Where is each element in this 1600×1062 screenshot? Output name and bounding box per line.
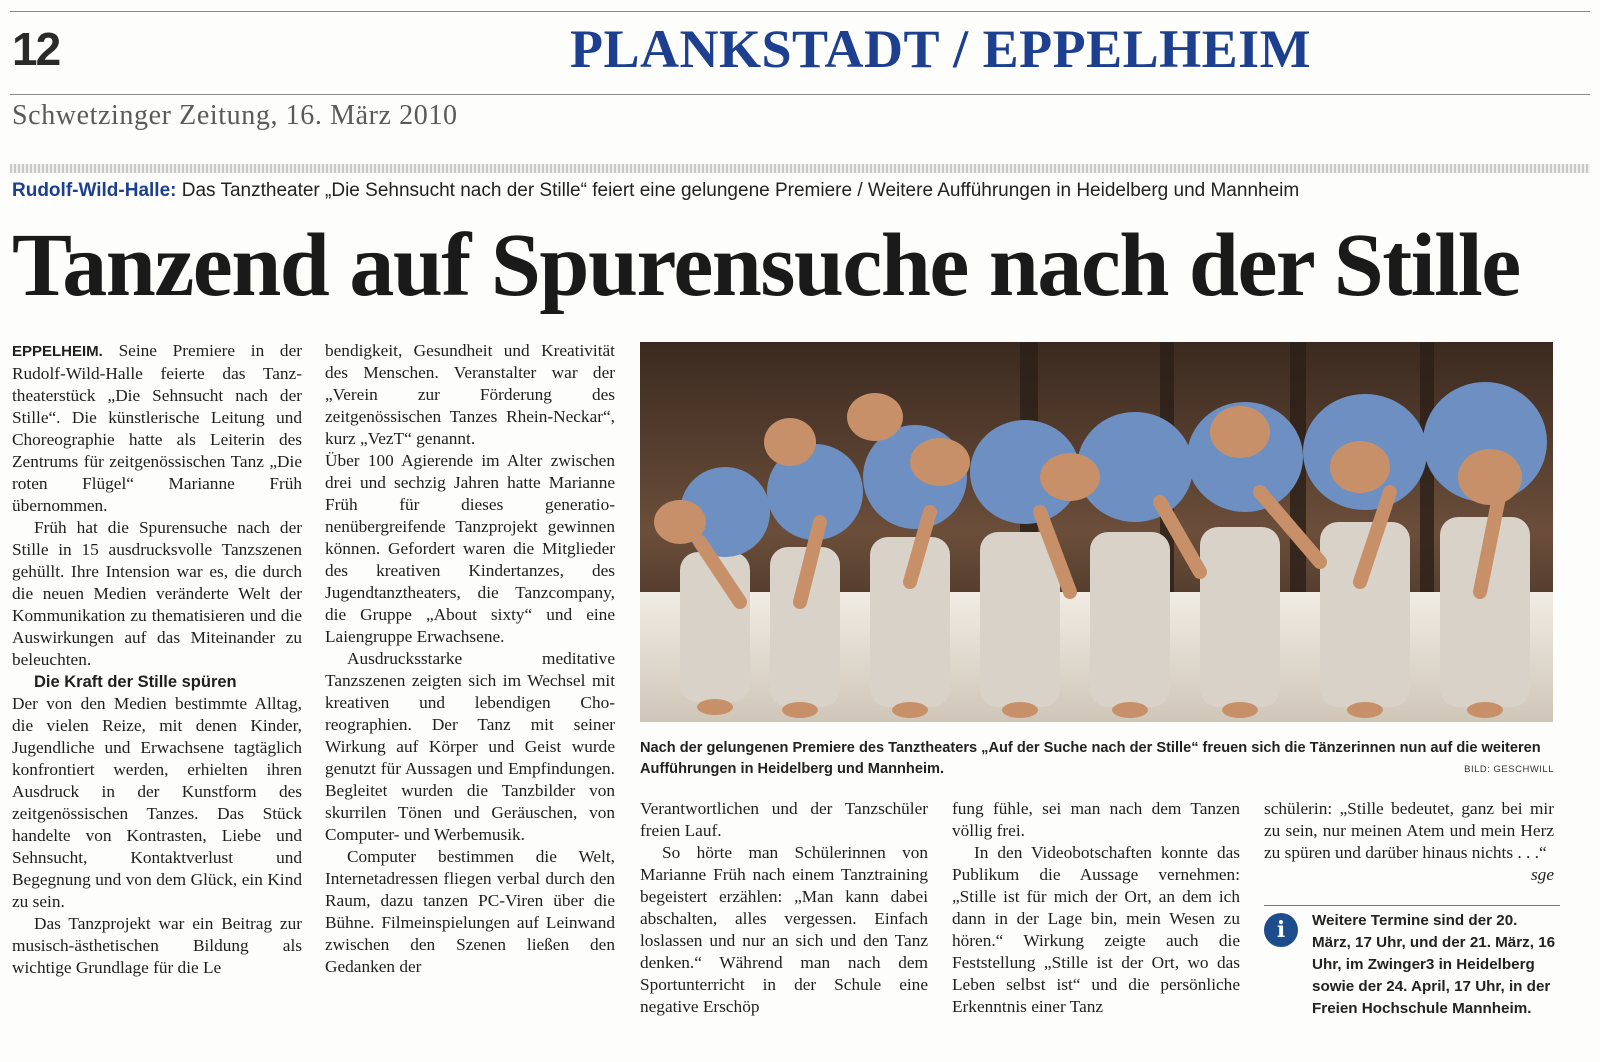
paragraph bbox=[12, 340, 302, 517]
info-icon: i bbox=[1264, 913, 1298, 947]
info-divider bbox=[1264, 905, 1560, 906]
top-rule bbox=[10, 11, 1590, 12]
photo-caption: Nach der gelungenen Premiere des Tanztheaters „Auf der Suche nach der Stille“ freuen sich die Tänzerinnen nun auf die weiteren Aufführungen in Heidelberg und Mannheim. bbox=[640, 740, 1541, 777]
paragraph: Über 100 Agierende im Alter zwischen drei und sechzig Jahren hatte Marianne Früh für dieses generationenübergreifende Tanzprojekt gewinnen können. Gefordert waren die Mitglieder des kreativen Kindertanzes, des Jugendtanztheaters, die Tanzcompany, die Gruppe „About sixty“ und eine Laiengruppe Erwachsene. bbox=[325, 451, 615, 646]
column-2 bbox=[325, 340, 615, 978]
paragraph bbox=[1264, 798, 1554, 884]
paragraph: So hörte man Schülerinnen von Marianne Früh nach einem Tanztraining begeistert erzählen: „Man kann dabei abschalten, alles vergessen. Einfach loslassen und nur an sich und den Tanz denken.“ Während man nach dem Sportunterricht in der Schule eine negative Erschöp bbox=[640, 843, 928, 1016]
author-initials: sge bbox=[1530, 865, 1554, 884]
paragraph: Früh hat die Spurensuche nach der Stille in 15 ausdrucksvolle Tanzszenen gehüllt. Ihre Intension war es, die durch die neuen Medien veränderte Welt der Kommunikation zu thematisieren und die Auswirkungen auf das Miteinander zu beleuchten. bbox=[12, 518, 302, 669]
column-5 bbox=[1264, 798, 1554, 886]
column-4 bbox=[952, 798, 1240, 1018]
separator-band bbox=[10, 164, 1590, 173]
page-number: 12 bbox=[12, 23, 60, 75]
kicker-text: Das Tanztheater „Die Sehnsucht nach der Stille“ feiert eine gelungene Premiere / Weitere Aufführungen in Heidelberg und Mannheim bbox=[176, 180, 1300, 201]
kicker-lead: Rudolf-Wild-Halle: bbox=[12, 180, 177, 201]
masthead-date: Schwetzinger Zeitung, 16. März 2010 bbox=[12, 100, 458, 131]
kicker bbox=[12, 180, 1299, 202]
paragraph-text: schülerin: „Stille bedeutet, ganz bei mir zu sein, nur meinen Atem und mein Herz zu spüren und darüber hinaus nichts . . .“ bbox=[1264, 799, 1554, 862]
headline: Tanzend auf Spurensuche nach der Stille bbox=[12, 216, 1520, 315]
paragraph: Computer bestimmen die Welt, Internetadressen fliegen verbal durch den Raum, dazu tanzen PC-Viren über die Bühne. Filmeinspielungen auf Leinwand zwischen den Szenen ließen den Gedanken der bbox=[325, 847, 615, 976]
paragraph: Der von den Medien bestimmte Alltag, die vielen Reize, mit denen Kinder, Jugendliche und Erwachsene tagtäglich konfrontiert werden, erhielten ihren Ausdruck in der Kunstform des zeitgenössischen Tanzes. Das Stück handelte von Kontrasten, Liebe und Sehnsucht, Kontaktverlust und Begegnung und von dem Glück, ein Kind zu sein. bbox=[12, 694, 302, 911]
subheading: Die Kraft der Stille spüren bbox=[34, 673, 237, 691]
paragraph: In den Videobotschaften konnte das Publikum die Aussage vernehmen: „Stille ist für mich der Ort, an dem ich dann in der Lage bin, mein Wesen zu hören.“ Wirkung zeigte auch die Feststellung „Stille ist der Ort, wo das Leben selbst ist“ und die persönliche Erkenntnis einer Tanz bbox=[952, 843, 1240, 1016]
dance-photo bbox=[640, 342, 1553, 722]
header-rule bbox=[10, 94, 1590, 95]
dancers-illustration bbox=[640, 342, 1553, 722]
paragraph: Ausdrucksstarke meditative Tanzszenen zeigten sich im Wechsel mit kreativen und lebendigen Choreographien. Der Tanz mit seiner Wirkung auf Körper und Geist wurde genutzt für Aussagen und Empfindungen. Begleitet wurden die Tanzbilder von skurrilen Tönen und Geräuschen, von Computer- und Werbemusik. bbox=[325, 649, 615, 844]
column-1 bbox=[12, 340, 302, 979]
paragraph-text: Seine Premiere in der Rudolf-Wild-Halle feierte das Tanztheaterstück „Die Sehnsucht nach der Stille“. Die künstlerische Leitung und Choreographie hatte als Leiterin des Zentrums für zeitgenössischen Tanz „Die roten Flügel“ Marianne Früh übernommen. bbox=[12, 341, 302, 515]
paragraph: Verantwortlichen und der Tanzschüler freien Lauf. bbox=[640, 799, 928, 840]
paragraph: fung fühle, sei man nach dem Tanzen völlig frei. bbox=[952, 799, 1240, 840]
info-text: Weitere Termine sind der 20. März, 17 Uhr, und der 21. März, 16 Uhr, im Zwinger3 in Heidelberg sowie der 24. April, 17 Uhr, in der Freien Hochschule Mannheim. bbox=[1312, 912, 1556, 1017]
paragraph: bendigkeit, Gesundheit und Kreativität des Menschen. Veranstalter war der „Verein zur Förderung des zeitgenössischen Tanzes Rhein-Neckar“, kurz „VezT“ genannt. bbox=[325, 341, 615, 448]
section-title: PLANKSTADT / EPPELHEIM bbox=[570, 19, 1312, 79]
photo-credit: BILD: GESCHWILL bbox=[1464, 764, 1554, 775]
column-3 bbox=[640, 798, 928, 1018]
dateline: EPPELHEIM. bbox=[12, 343, 103, 360]
paragraph: Das Tanzprojekt war ein Beitrag zur musisch-ästhetischen Bildung als wichtige Grundlage für die Le bbox=[12, 914, 302, 977]
